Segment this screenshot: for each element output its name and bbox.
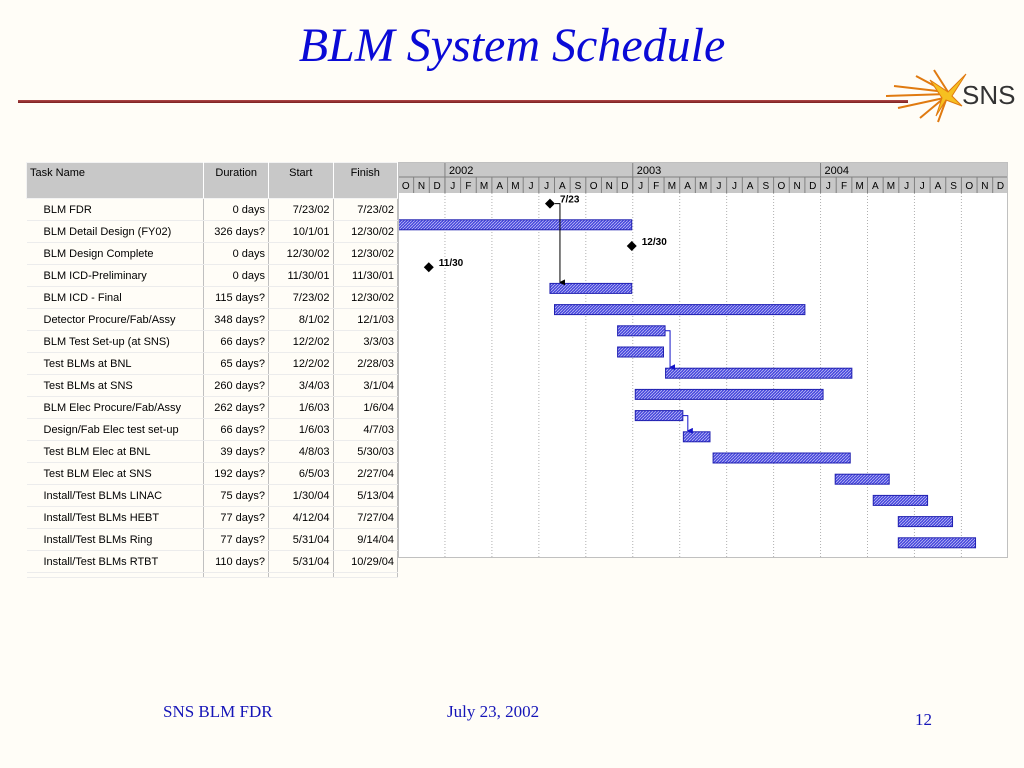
title-divider: [18, 100, 908, 103]
month-label: D: [809, 181, 817, 192]
table-row[interactable]: [27, 441, 398, 463]
task-bar[interactable]: [618, 326, 665, 336]
sns-logo: [886, 62, 1016, 126]
cell-task-name: BLM Elec Procure/Fab/Assy: [27, 397, 204, 419]
month-label: A: [684, 181, 691, 192]
cell-duration: 66 days?: [204, 419, 269, 441]
cell-duration: 262 days?: [204, 397, 269, 419]
cell-duration: 0 days: [204, 199, 269, 221]
month-label: F: [653, 181, 660, 192]
cell-duration: 75 days?: [204, 485, 269, 507]
month-label: J: [825, 181, 831, 192]
month-label: J: [919, 181, 925, 192]
task-bar[interactable]: [550, 283, 632, 293]
cell-start: 4/8/03: [269, 441, 333, 463]
cell-task-name: BLM Test Set-up (at SNS): [27, 331, 204, 353]
page-number: 12: [915, 710, 932, 729]
month-label: M: [667, 181, 677, 192]
milestone-label: 12/30: [641, 237, 667, 248]
task-bar[interactable]: [635, 389, 823, 399]
year-label: 2002: [448, 165, 474, 177]
table-row[interactable]: [27, 353, 398, 375]
month-label: D: [621, 181, 629, 192]
month-label: J: [716, 181, 722, 192]
month-label: A: [871, 181, 879, 192]
month-label: S: [762, 181, 770, 192]
month-label: N: [605, 181, 613, 192]
cell-duration: 326 days?: [204, 221, 269, 243]
cell-duration: 110 days?: [204, 551, 269, 573]
cell-duration: 0 days: [204, 265, 269, 287]
cell-duration: 192 days?: [204, 463, 269, 485]
month-label: J: [731, 181, 737, 192]
month-label: M: [511, 181, 520, 192]
cell-finish: 10/29/04: [333, 551, 398, 573]
cell-finish: 12/30/02: [333, 287, 398, 309]
cell-duration: 77 days?: [204, 507, 269, 529]
month-label: O: [589, 181, 598, 192]
cell-duration: 0 days: [204, 243, 269, 265]
table-row[interactable]: [27, 221, 398, 243]
table-row[interactable]: [27, 199, 398, 221]
table-row[interactable]: [27, 375, 398, 397]
cell-task-name: BLM ICD - Final: [27, 287, 204, 309]
cell-finish: 5/30/03: [333, 441, 398, 463]
cell-finish: 3/1/04: [333, 375, 398, 397]
cell-empty: [27, 573, 204, 578]
table-row[interactable]: [27, 397, 398, 419]
task-bar[interactable]: [635, 411, 683, 421]
cell-task-name: Install/Test BLMs RTBT: [27, 551, 204, 573]
table-row[interactable]: [27, 463, 398, 485]
month-label: J: [904, 181, 910, 192]
month-label: J: [638, 181, 644, 192]
task-bar[interactable]: [555, 305, 805, 315]
month-label: N: [417, 181, 426, 192]
cell-finish: 9/14/04: [333, 529, 398, 551]
cell-start: 5/31/04: [269, 529, 333, 551]
cell-finish: 11/30/01: [333, 265, 398, 287]
month-label: N: [981, 181, 989, 192]
table-row[interactable]: [27, 419, 398, 441]
cell-start: 7/23/02: [269, 199, 333, 221]
cell-task-name: Install/Test BLMs LINAC: [27, 485, 204, 507]
month-label: M: [479, 181, 489, 192]
table-row[interactable]: [27, 507, 398, 529]
cell-start: 11/30/01: [269, 265, 333, 287]
cell-finish: 4/7/03: [333, 419, 398, 441]
col-header-start[interactable]: Start: [269, 163, 333, 199]
cell-start: 12/30/02: [269, 243, 333, 265]
cell-finish: 12/30/02: [333, 243, 398, 265]
task-bar[interactable]: [683, 432, 710, 442]
col-header-task-name[interactable]: Task Name: [27, 163, 204, 199]
cell-start: 12/2/02: [269, 353, 333, 375]
col-header-finish[interactable]: Finish: [333, 163, 398, 199]
table-row[interactable]: [27, 287, 398, 309]
gantt-chart: [398, 162, 1008, 558]
cell-duration: 348 days?: [204, 309, 269, 331]
month-label: M: [886, 181, 896, 192]
footer-left: SNS BLM FDR: [163, 702, 273, 721]
cell-duration: 39 days?: [204, 441, 269, 463]
month-label: O: [777, 181, 786, 192]
month-label: A: [496, 181, 504, 192]
task-bar[interactable]: [898, 517, 952, 527]
cell-task-name: Test BLM Elec at SNS: [27, 463, 204, 485]
task-bar[interactable]: [666, 368, 852, 378]
slide-title: BLM System Schedule: [298, 19, 726, 72]
cell-task-name: Test BLMs at SNS: [27, 375, 204, 397]
table-row-empty: [27, 573, 398, 578]
month-label: J: [544, 181, 550, 192]
cell-duration: 115 days?: [204, 287, 269, 309]
cell-start: 12/2/02: [269, 331, 333, 353]
table-row[interactable]: [27, 265, 398, 287]
task-bar[interactable]: [898, 538, 975, 548]
table-row[interactable]: [27, 243, 398, 265]
table-row[interactable]: [27, 331, 398, 353]
month-label: F: [840, 181, 848, 192]
cell-start: 7/23/02: [269, 287, 333, 309]
cell-start: 5/31/04: [269, 551, 333, 573]
month-label: M: [699, 181, 708, 192]
cell-task-name: Test BLMs at BNL: [27, 353, 204, 375]
table-row[interactable]: [27, 485, 398, 507]
task-rows: [27, 199, 398, 578]
cell-duration: 260 days?: [204, 375, 269, 397]
task-bar[interactable]: [618, 347, 664, 357]
cell-start: 10/1/01: [269, 221, 333, 243]
cell-start: 4/12/04: [269, 507, 333, 529]
year-label: 2004: [824, 165, 850, 177]
cell-task-name: BLM Detail Design (FY02): [27, 221, 204, 243]
cell-start: 8/1/02: [269, 309, 333, 331]
month-label: S: [574, 181, 582, 192]
cell-start: 1/30/04: [269, 485, 333, 507]
cell-task-name: BLM Design Complete: [27, 243, 204, 265]
month-label: J: [450, 181, 456, 192]
cell-empty: [204, 573, 269, 578]
cell-finish: 12/30/02: [333, 221, 398, 243]
cell-start: 6/5/03: [269, 463, 333, 485]
cell-task-name: Test BLM Elec at BNL: [27, 441, 204, 463]
cell-task-name: BLM FDR: [27, 199, 204, 221]
cell-finish: 5/13/04: [333, 485, 398, 507]
month-label: D: [433, 181, 441, 192]
task-bar[interactable]: [873, 495, 927, 505]
cell-start: 1/6/03: [269, 397, 333, 419]
cell-start: 3/4/03: [269, 375, 333, 397]
month-label: A: [934, 181, 942, 192]
cell-task-name: Design/Fab Elec test set-up: [27, 419, 204, 441]
cell-finish: 7/23/02: [333, 199, 398, 221]
month-label: A: [746, 181, 754, 192]
month-label: A: [558, 181, 566, 192]
month-label: F: [465, 181, 472, 192]
col-header-duration[interactable]: Duration: [204, 163, 269, 199]
month-label: N: [793, 181, 801, 192]
month-label: O: [401, 181, 410, 192]
task-bar[interactable]: [835, 474, 889, 484]
cell-finish: 3/3/03: [333, 331, 398, 353]
table-header-row: [27, 163, 398, 199]
cell-duration: 65 days?: [204, 353, 269, 375]
cell-task-name: BLM ICD-Preliminary: [27, 265, 204, 287]
cell-task-name: Install/Test BLMs HEBT: [27, 507, 204, 529]
month-label: S: [950, 181, 957, 192]
cell-duration: 66 days?: [204, 331, 269, 353]
cell-task-name: Install/Test BLMs Ring: [27, 529, 204, 551]
cell-finish: 2/27/04: [333, 463, 398, 485]
cell-finish: 2/28/03: [333, 353, 398, 375]
cell-start: 1/6/03: [269, 419, 333, 441]
logo-text: SNS: [962, 80, 1016, 110]
month-label: O: [965, 181, 974, 192]
month-label: D: [996, 181, 1005, 192]
milestone-label: 7/23: [559, 194, 580, 206]
table-row[interactable]: [27, 309, 398, 331]
footer-date: July 23, 2002: [447, 702, 540, 721]
cell-empty: [333, 573, 398, 578]
cell-duration: 77 days?: [204, 529, 269, 551]
month-label: M: [855, 181, 864, 192]
cell-task-name: Detector Procure/Fab/Assy: [27, 309, 204, 331]
task-bar[interactable]: [713, 453, 850, 463]
task-bar[interactable]: [398, 220, 632, 230]
milestone-label: 11/30: [438, 258, 464, 270]
table-row[interactable]: [27, 529, 398, 551]
cell-finish: 12/1/03: [333, 309, 398, 331]
cell-finish: 7/27/04: [333, 507, 398, 529]
cell-empty: [269, 573, 333, 578]
cell-finish: 1/6/04: [333, 397, 398, 419]
year-label: 2003: [636, 165, 662, 177]
task-table: [26, 162, 398, 568]
month-label: J: [528, 181, 534, 192]
table-row[interactable]: [27, 551, 398, 573]
